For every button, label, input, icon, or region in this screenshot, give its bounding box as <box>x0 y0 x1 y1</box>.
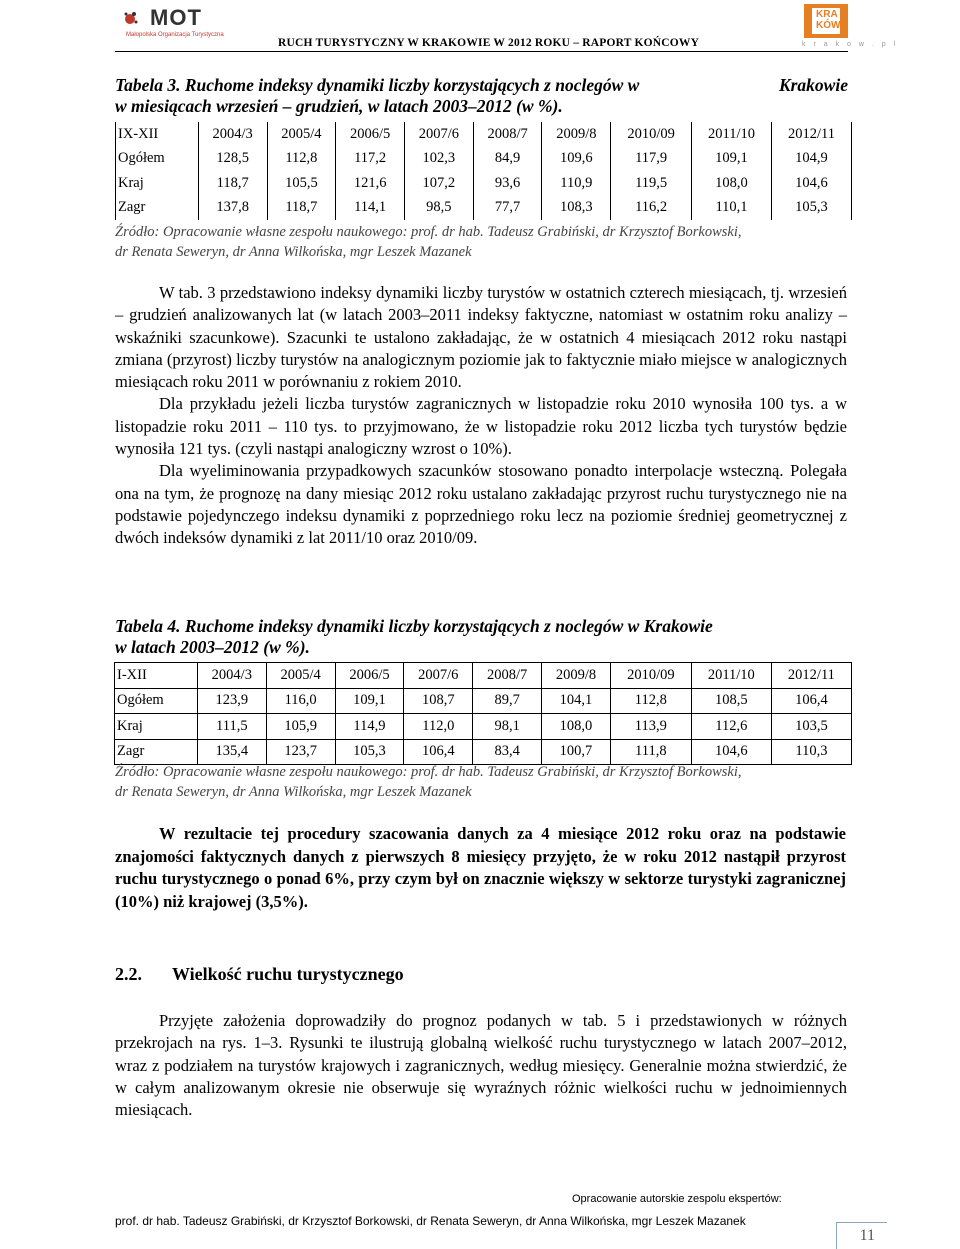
table-cell: 110,3 <box>771 739 851 765</box>
table4-caption-line2: w latach 2003–2012 (w %). <box>115 637 310 657</box>
page-number-box <box>836 1222 887 1249</box>
table-row <box>115 739 852 765</box>
table-cell: 123,7 <box>266 739 335 765</box>
table-cell: Zagr <box>116 196 199 221</box>
table-header-cell: 2008/7 <box>473 122 542 147</box>
mot-logo-text: MOT <box>150 5 202 30</box>
table-row <box>116 171 852 196</box>
table4-caption-line1: Tabela 4. Ruchome indeksy dynamiki liczby korzystających z noclegów w Krakowie <box>115 616 713 636</box>
mot-logo <box>120 5 224 41</box>
table-cell: 106,4 <box>404 739 473 765</box>
table3-source-line2: dr Renata Seweryn, dr Anna Wilkońska, mgr Leszek Mazanek <box>115 244 472 260</box>
table-cell: 104,6 <box>691 739 771 765</box>
table-cell: Kraj <box>115 714 198 740</box>
table-cell: 111,5 <box>197 714 266 740</box>
conclusion-text: W rezultacie tej procedury szacowania danych za 4 miesiące 2012 roku oraz na podstawie znajomości faktycznych danych z pierwszych 8 miesięcy przyjęto, że w roku 2012 nastąpił przyrost ruchu turystycznego o ponad 6%, przy czym był on znacznie większy w sektorze turystyki zagranicznej (10%) niż krajowej (3,5%). <box>115 824 846 911</box>
table-row <box>116 147 852 172</box>
table-header-cell: I-XII <box>115 663 198 689</box>
table-cell: 77,7 <box>473 196 542 221</box>
table-cell: 112,8 <box>610 688 691 714</box>
table-cell: 104,9 <box>771 147 851 172</box>
table-cell: 107,2 <box>405 171 474 196</box>
mot-logo-subtitle: Małopolska Organizacja Turystyczna <box>126 32 224 38</box>
page-number: 11 <box>859 1227 875 1244</box>
paragraph: W tab. 3 przedstawiono indeksy dynamiki liczby turystów w ostatnich czterech miesiącach, tj. wrzesień – grudzień analizowanych lat (w latach 2003–2011 indeksy faktyczne, natomiast w ostatnim roku analizy – wskaźniki szacunkowe). Szacunki te ustalono zakładając, że w ostatnich 4 miesiącach 2012 roku nastąpi zmiana (przyrost) liczby turystów na analogicznym poziomie jak to faktycznie miało miejsce w analogicznych miesiącach roku 2011 w porównaniu z rokiem 2010. <box>115 283 847 392</box>
conclusion <box>115 823 846 913</box>
table-cell: 128,5 <box>198 147 267 172</box>
table-header-cell: 2009/8 <box>542 122 611 147</box>
table-header-cell: IX-XII <box>116 122 199 147</box>
paragraph: Dla przykładu jeżeli liczba turystów zagranicznych w listopadzie roku 2010 wynosiła 100 tys. a w listopadzie roku 2011 – 110 tys. to przyjmowano, że w listopadzie roku 2012 liczba tych turystów będzie wynosiła 121 tys. (czyli nastąpi analogiczny wzrost o 10%). <box>115 394 847 459</box>
table-header-cell: 2009/8 <box>542 663 611 689</box>
table-cell: 104,1 <box>542 688 611 714</box>
table-cell: Kraj <box>116 171 199 196</box>
table3-source-line1: Źródło: Opracowanie własne zespołu naukowego: prof. dr hab. Tadeusz Grabiński, dr Krzysztof Borkowski, <box>115 224 742 240</box>
table-cell: 108,3 <box>542 196 611 221</box>
table-header-cell: 2004/3 <box>198 122 267 147</box>
table-cell: 98,5 <box>405 196 474 221</box>
table-cell: 105,5 <box>267 171 336 196</box>
table3-caption-line2: w miesiącach wrzesień – grudzień, w latach 2003–2012 (w %). <box>115 96 563 116</box>
table-cell: Ogółem <box>115 688 198 714</box>
krakow-logo-text-2: KÓW <box>816 20 841 31</box>
table-header-cell: 2007/6 <box>405 122 474 147</box>
table3 <box>115 122 852 220</box>
table4-source <box>115 762 741 802</box>
table-header-row <box>115 663 852 689</box>
table4-caption <box>115 616 848 658</box>
table-cell: Zagr <box>115 739 198 765</box>
table-cell: 110,9 <box>542 171 611 196</box>
table-cell: 105,3 <box>771 196 851 221</box>
krakow-logo <box>802 2 899 50</box>
table-cell: 119,5 <box>611 171 692 196</box>
table-cell: 123,9 <box>197 688 266 714</box>
table-header-cell: 2006/5 <box>335 663 404 689</box>
table-header-cell: 2006/5 <box>336 122 405 147</box>
krakow-logo-text-1: KRA <box>816 9 838 20</box>
table-cell: 89,7 <box>473 688 542 714</box>
table-header-cell: 2010/09 <box>611 122 692 147</box>
table-cell: 93,6 <box>473 171 542 196</box>
table-cell: 117,2 <box>336 147 405 172</box>
table-cell: 106,4 <box>771 688 851 714</box>
table-cell: 118,7 <box>198 171 267 196</box>
table-header-cell: 2005/4 <box>267 122 336 147</box>
table-row <box>115 688 852 714</box>
paragraph: Dla wyeliminowania przypadkowych szacunków stosowano ponadto interpolacje wsteczną. Polegała ona na tym, że prognozę na dany miesiąc 2012 roku ustalano zakładając przyrost ruchu turystycznego nie na podstawie pojedynczego indeksu dynamiki z poprzedniego roku lecz na poziomie średniej geometrycznej z dwóch indeksów dynamiki z lat 2011/10 oraz 2010/09. <box>115 461 847 548</box>
body-text-1 <box>115 282 847 550</box>
table-row <box>115 714 852 740</box>
table-cell: 114,9 <box>335 714 404 740</box>
table-cell: 114,1 <box>336 196 405 221</box>
footer-note: Opracowanie autorskie zespolu ekspertów: <box>572 1193 782 1205</box>
table-cell: 108,5 <box>691 688 771 714</box>
table-cell: 103,5 <box>771 714 851 740</box>
section-body <box>115 1010 847 1121</box>
table-cell: 112,8 <box>267 147 336 172</box>
table-cell: 108,0 <box>542 714 611 740</box>
table-header-cell: 2007/6 <box>404 663 473 689</box>
table-header-cell: 2012/11 <box>771 122 851 147</box>
table4 <box>114 662 852 765</box>
table-cell: 110,1 <box>692 196 772 221</box>
table-cell: 112,0 <box>404 714 473 740</box>
table-cell: 83,4 <box>473 739 542 765</box>
table-cell: Ogółem <box>116 147 199 172</box>
header-title: RUCH TURYSTYCZNY W KRAKOWIE W 2012 ROKU – RAPORT KOŃCOWY <box>278 37 700 49</box>
table-cell: 116,0 <box>266 688 335 714</box>
table-cell: 104,6 <box>771 171 851 196</box>
header-divider <box>115 51 848 52</box>
table-cell: 116,2 <box>611 196 692 221</box>
table-cell: 98,1 <box>473 714 542 740</box>
table3-caption-line1: Tabela 3. Ruchome indeksy dynamiki liczby korzystających z noclegów w <box>115 75 640 95</box>
table-header-cell: 2008/7 <box>473 663 542 689</box>
table3-source <box>115 222 741 262</box>
table-header-cell: 2005/4 <box>266 663 335 689</box>
table-header-cell: 2004/3 <box>197 663 266 689</box>
table-cell: 121,6 <box>336 171 405 196</box>
table-cell: 108,7 <box>404 688 473 714</box>
table-cell: 109,1 <box>335 688 404 714</box>
table-cell: 108,0 <box>692 171 772 196</box>
table-header-cell: 2011/10 <box>692 122 772 147</box>
table-cell: 102,3 <box>405 147 474 172</box>
section-number: 2.2. <box>115 964 142 984</box>
table3-caption <box>115 75 848 117</box>
mot-logo-mark-icon <box>120 5 150 33</box>
footer-authors: prof. dr hab. Tadeusz Grabiński, dr Krzysztof Borkowski, dr Renata Seweryn, dr Anna Wilkońska, mgr Leszek Mazanek <box>115 1214 746 1228</box>
table-cell: 105,9 <box>266 714 335 740</box>
table-cell: 111,8 <box>610 739 691 765</box>
table-header-row <box>116 122 852 147</box>
table-cell: 105,3 <box>335 739 404 765</box>
section-title: Wielkość ruchu turystycznego <box>172 964 404 984</box>
table-cell: 100,7 <box>542 739 611 765</box>
table-cell: 135,4 <box>197 739 266 765</box>
table4-source-line1: Źródło: Opracowanie własne zespołu naukowego: prof. dr hab. Tadeusz Grabiński, dr Krzysztof Borkowski, <box>115 764 742 780</box>
table-cell: 109,1 <box>692 147 772 172</box>
table-cell: 84,9 <box>473 147 542 172</box>
table-cell: 112,6 <box>691 714 771 740</box>
table-row <box>116 196 852 221</box>
table4-source-line2: dr Renata Seweryn, dr Anna Wilkońska, mgr Leszek Mazanek <box>115 784 472 800</box>
table-header-cell: 2011/10 <box>691 663 771 689</box>
krakow-logo-url: k r a k o w . p l <box>802 41 899 48</box>
table-header-cell: 2012/11 <box>771 663 851 689</box>
table-cell: 137,8 <box>198 196 267 221</box>
table-cell: 118,7 <box>267 196 336 221</box>
table3-caption-line1-right: Krakowie <box>778 75 848 95</box>
table-cell: 109,6 <box>542 147 611 172</box>
section-paragraph: Przyjęte założenia doprowadziły do prognoz podanych w tab. 5 i przedstawionych w różnych przekrojach na rys. 1–3. Rysunki te ilustrują globalną wielkość ruchu turystycznego w latach 2007–2012, wraz z podziałem na turystów krajowych i zagranicznych, według miesięcy. Generalnie można stwierdzić, że w całym analizowanym okresie nie obserwuje się wyraźnych różnic wielkości ruchu w jednoimiennych miesiącach. <box>115 1011 847 1120</box>
table-cell: 117,9 <box>611 147 692 172</box>
table-header-cell: 2010/09 <box>610 663 691 689</box>
table-cell: 113,9 <box>610 714 691 740</box>
